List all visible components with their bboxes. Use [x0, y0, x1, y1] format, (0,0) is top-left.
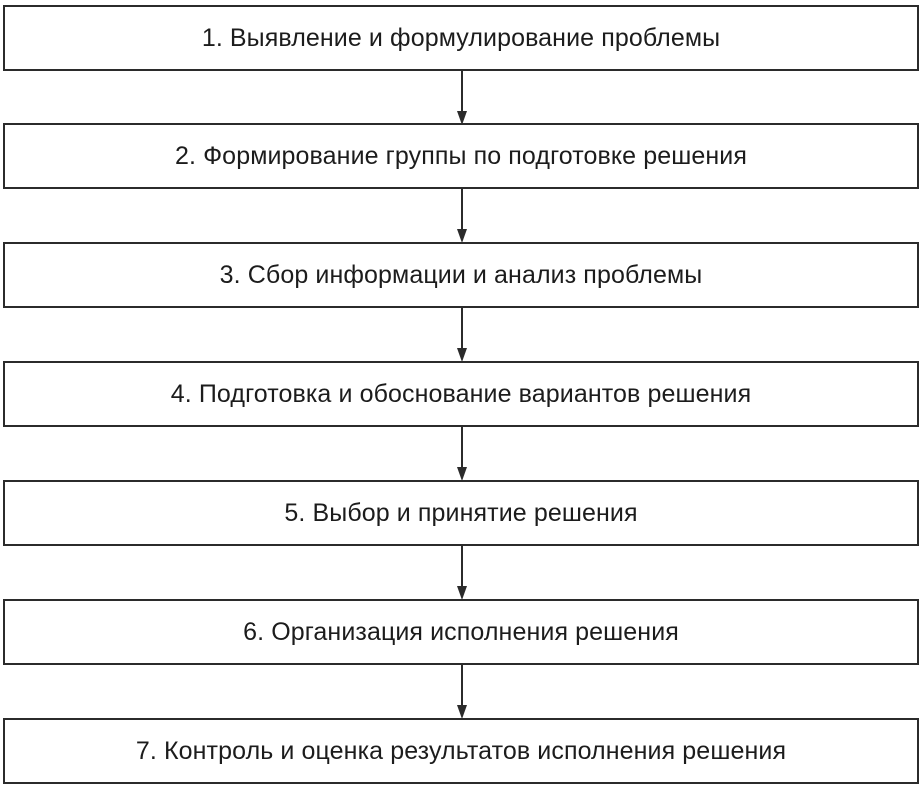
step-5-label: 5. Выбор и принятие решения — [284, 498, 638, 527]
step-7-box — [3, 718, 919, 784]
step-1-label: 1. Выявление и формулирование проблемы — [201, 23, 721, 52]
step-4-label: 4. Подготовка и обоснование вариантов решения — [170, 379, 752, 408]
step-1-box — [3, 5, 919, 71]
arrow-down-2-icon — [456, 189, 468, 245]
step-6-box — [3, 599, 919, 665]
step-5-box — [3, 480, 919, 546]
step-7-label: 7. Контроль и оценка результатов исполнения решения — [135, 736, 787, 765]
arrow-down-6-icon — [456, 665, 468, 721]
step-2-box — [3, 123, 919, 189]
arrow-down-1-icon — [456, 71, 468, 127]
step-4-box — [3, 361, 919, 427]
step-2-label: 2. Формирование группы по подготовке решения — [174, 141, 747, 170]
arrow-down-5-icon — [456, 546, 468, 602]
step-6-label: 6. Организация исполнения решения — [243, 617, 679, 646]
arrow-down-3-icon — [456, 308, 468, 364]
step-3-label: 3. Сбор информации и анализ проблемы — [219, 260, 703, 289]
arrow-down-4-icon — [456, 427, 468, 483]
step-3-box — [3, 242, 919, 308]
